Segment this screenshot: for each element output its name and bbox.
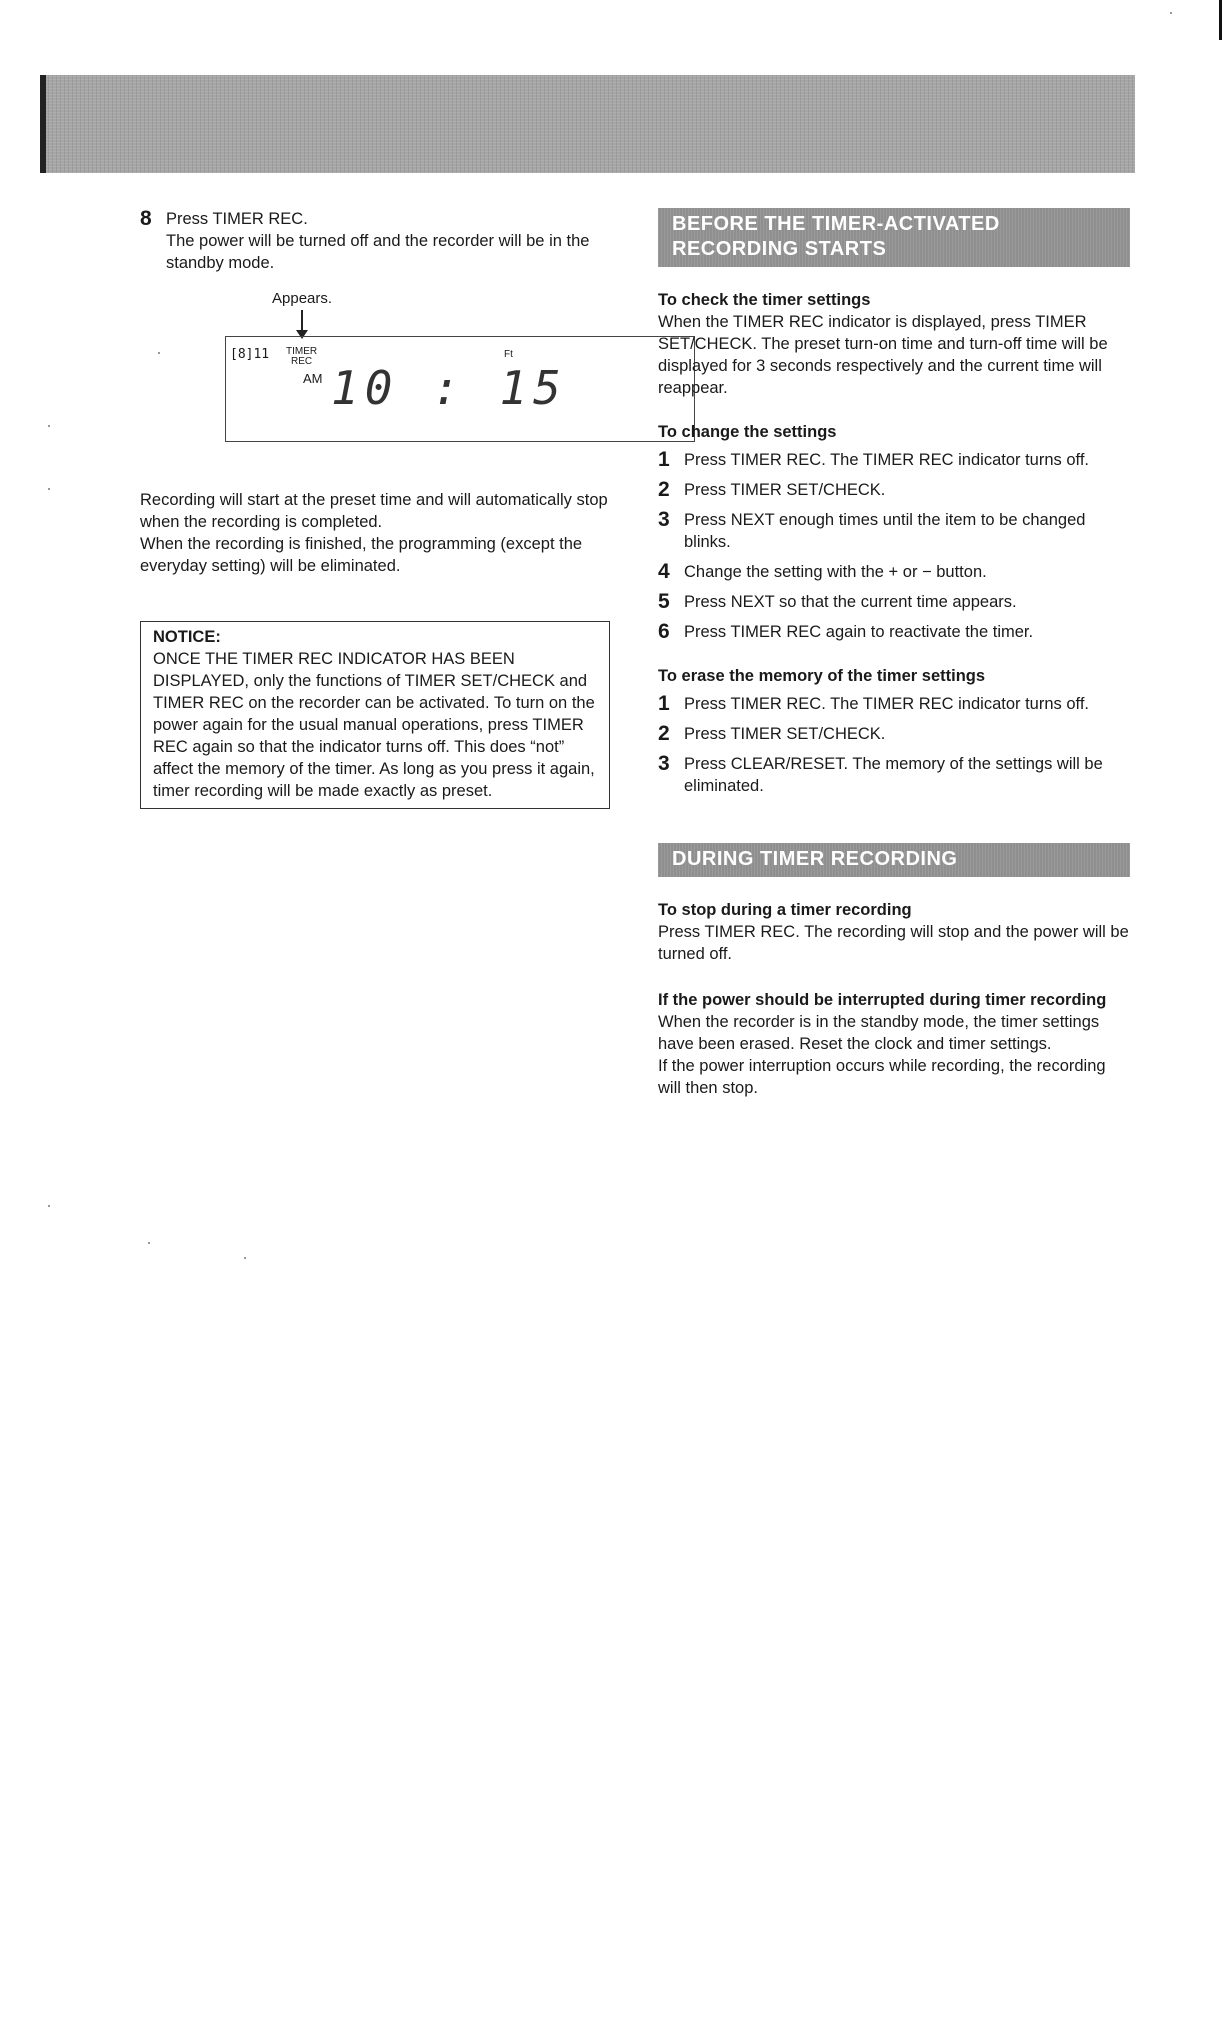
recording-start-text: Recording will start at the preset time and will automatically stop when the recording is completed. <box>140 491 608 531</box>
step-number: 2 <box>658 478 670 501</box>
lcd-timer-text: TIMER <box>286 346 318 357</box>
step-text: Press TIMER SET/CHECK. <box>684 725 886 743</box>
header-band <box>40 75 1135 173</box>
lcd-am: AM <box>303 371 323 386</box>
stop-heading: To stop during a timer recording <box>658 901 912 919</box>
recording-finished-text: When the recording is finished, the programming (except the everyday setting) will be eliminated. <box>140 535 583 575</box>
appears-label: Appears. <box>272 290 333 307</box>
speck <box>48 425 50 427</box>
change-steps-list <box>658 449 1130 643</box>
lcd-display <box>225 336 695 442</box>
speck <box>244 1257 246 1259</box>
step-text: Change the setting with the + or − button. <box>684 563 987 581</box>
step-number: 3 <box>658 508 670 531</box>
interrupt-text-2: If the power interruption occurs while recording, the recording will then stop. <box>658 1057 1106 1097</box>
step-number: 8 <box>140 207 152 230</box>
step-number: 1 <box>658 448 670 471</box>
change-step <box>658 449 1130 471</box>
speck <box>48 1205 50 1207</box>
section-before-title: BEFORE THE TIMER-ACTIVATED RECORDING STARTS <box>658 208 1130 267</box>
lcd-timer-indicator <box>286 347 317 367</box>
step-8-line2: The power will be turned off and the recorder will be in the standby mode. <box>166 232 590 272</box>
edge-mark <box>1219 0 1222 40</box>
check-settings-heading: To check the timer settings <box>658 291 871 309</box>
notice-text: ONCE THE TIMER REC INDICATOR HAS BEEN DISPLAYED, only the functions of TIMER SET/CHECK and TIMER REC on the recorder can be activated. To turn on the power again for the usual manual operations, press TIMER REC again so that the indicator turns off. This does “not” affect the memory of the timer. As long as you press it again, timer recording will be made exactly as preset. <box>153 650 595 800</box>
lcd-rec-text: REC <box>290 356 313 367</box>
step-text: Press TIMER SET/CHECK. <box>684 481 886 499</box>
step-number: 2 <box>658 722 670 745</box>
step-8-line1: Press TIMER REC. <box>166 210 308 228</box>
step-text: Press TIMER REC. The TIMER REC indicator turns off. <box>684 451 1089 469</box>
interrupt-heading: If the power should be interrupted during timer recording <box>658 991 1107 1009</box>
erase-step <box>658 753 1130 797</box>
interrupt-text-1: When the recorder is in the standby mode, the timer settings have been erased. Reset the clock and timer settings. <box>658 1013 1100 1053</box>
binding-mark <box>40 75 46 173</box>
step-text: Press NEXT so that the current time appears. <box>684 593 1017 611</box>
change-step <box>658 621 1130 643</box>
speck <box>148 1242 150 1244</box>
right-column <box>658 208 1130 1099</box>
change-step <box>658 509 1130 553</box>
step-text: Press TIMER REC again to reactivate the timer. <box>684 623 1034 641</box>
speck <box>48 488 50 490</box>
lcd-tag: [8]11 <box>230 347 270 362</box>
step-number: 1 <box>658 692 670 715</box>
step-number: 3 <box>658 752 670 775</box>
change-step <box>658 591 1130 613</box>
section-during-title: DURING TIMER RECORDING <box>658 843 1130 877</box>
left-column <box>140 208 610 809</box>
erase-step <box>658 693 1130 715</box>
notice-box <box>140 621 610 809</box>
step-8 <box>140 208 610 274</box>
erase-steps-list <box>658 693 1130 797</box>
change-step <box>658 479 1130 501</box>
step-number: 4 <box>658 560 670 583</box>
erase-memory-heading: To erase the memory of the timer settings <box>658 667 986 685</box>
erase-step <box>658 723 1130 745</box>
stop-text: Press TIMER REC. The recording will stop and the power will be turned off. <box>658 923 1129 963</box>
display-illustration <box>140 274 610 489</box>
step-number: 6 <box>658 620 670 643</box>
check-settings-text: When the TIMER REC indicator is displayed, press TIMER SET/CHECK. The preset turn-on time and turn-off time will be displayed for 3 seconds respectively and the current time will reappear. <box>658 313 1108 397</box>
step-text: Press NEXT enough times until the item to be changed blinks. <box>684 511 1086 551</box>
lcd-time: 10 : 15 <box>331 361 567 415</box>
step-text: Press CLEAR/RESET. The memory of the settings will be eliminated. <box>684 755 1103 795</box>
lcd-ft: Ft <box>504 349 513 360</box>
change-step <box>658 561 1130 583</box>
step-number: 5 <box>658 590 670 613</box>
change-settings-heading: To change the settings <box>658 423 837 441</box>
notice-title: NOTICE: <box>153 628 221 646</box>
step-text: Press TIMER REC. The TIMER REC indicator turns off. <box>684 695 1089 713</box>
speck <box>1170 12 1172 14</box>
